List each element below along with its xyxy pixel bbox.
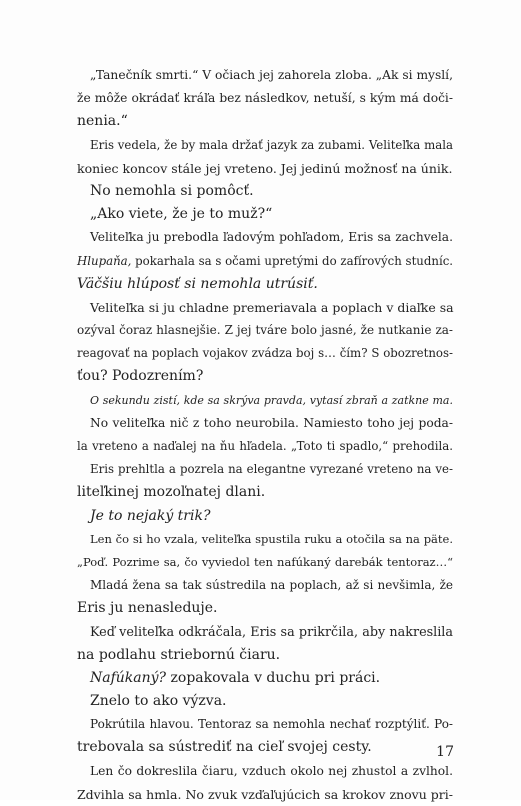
text-line: Len čo dokreslila čiaru, vzduch okolo nej zhustol a zvlhol. (90, 763, 453, 778)
text-segment: Nafúkaný? (90, 669, 167, 686)
text-line: „Tanečník smrti.“ V očiach jej zahorela zloba. „Ak si myslí, (90, 68, 453, 82)
text-line: O sekundu zistí, kde sa skrýva pravda, vytasí zbraň a zatkne ma. (90, 393, 453, 407)
text-segment: zopakovala v duchu pri práci. (166, 669, 381, 686)
text-line: Väčšiu hlúposť si nemohla utrúsiť. (77, 275, 318, 292)
text-line: na podlahu striebornú čiaru. (77, 646, 281, 663)
text-line: Eris ju nenasleduje. (77, 600, 218, 617)
text-line: Mladá žena sa tak sústredila na poplach, až si nevšimla, že (90, 578, 453, 593)
body-text (77, 64, 453, 806)
text-line: trebovala sa sústrediť na cieľ svojej cesty. (77, 739, 372, 756)
text-line: nenia.“ (77, 113, 128, 130)
text-line: „Ako viete, že je to muž?“ (90, 206, 273, 223)
text-line: Znelo to ako výzva. (90, 693, 227, 710)
text-line: Veliteľka ju prebodla ľadovým pohľadom, Eris sa zachvela. (90, 230, 453, 245)
page-number: 17 (436, 744, 454, 760)
text-line: Veliteľka si ju chladne premeriavala a poplach v diaľke sa (90, 299, 454, 315)
text-line: koniec koncov stále jej vreteno. Jej jedinú možnosť na únik. (77, 160, 453, 176)
text-line: Pokrútila hlavou. Tentoraz sa nemohla nechať rozptýliť. Po- (90, 717, 453, 732)
text-line: Zdvihla sa hmla. No zvuk vzďaľujúcich sa krokov znovu pri- (77, 786, 453, 802)
text-line: Eris vedela, že by mala držať jazyk za zubami. Veliteľka mala (90, 137, 453, 152)
text-line: reagovať na poplach vojakov zvádza boj s… čím? S obozretnos- (77, 346, 453, 361)
text-line: No nemohla si pomôcť. (90, 182, 254, 199)
text-line: Eris prehltla a pozrela na elegantne vyrezané vreteno na ve- (90, 462, 453, 477)
text-line: Je to nejaký trik? (90, 507, 211, 524)
text-line: že môže okrádať kráľa bez následkov, netuší, s kým má doči- (77, 91, 453, 106)
text-line: Keď veliteľka odkráčala, Eris sa prikrčila, aby nakreslila (90, 624, 453, 640)
text-line: No veliteľka nič z toho neurobila. Namiesto toho jej poda- (90, 415, 453, 430)
text-line: ozýval čoraz hlasnejšie. Z jej tváre bolo jasné, že nutkanie za- (77, 323, 453, 338)
text-segment: pokarhala sa s očami upretými do zafírových studníc. (131, 253, 454, 268)
text-segment: Hlupaňa, (77, 253, 132, 268)
text-line: Len čo si ho vzala, veliteľka spustila ruku a otočila sa na päte. (90, 531, 453, 546)
text-line (77, 250, 453, 273)
text-line: „Poď. Pozrime sa, čo vyviedol ten nafúkaný darebák tentoraz…“ (77, 554, 453, 569)
text-line (77, 667, 453, 690)
text-line: liteľkinej mozoľnatej dlani. (77, 484, 266, 501)
text-line: la vreteno a naďalej na ňu hľadela. „Toto ti spadlo,“ prehodila. (77, 439, 453, 453)
text-line: ťou? Podozrením? (77, 368, 204, 385)
